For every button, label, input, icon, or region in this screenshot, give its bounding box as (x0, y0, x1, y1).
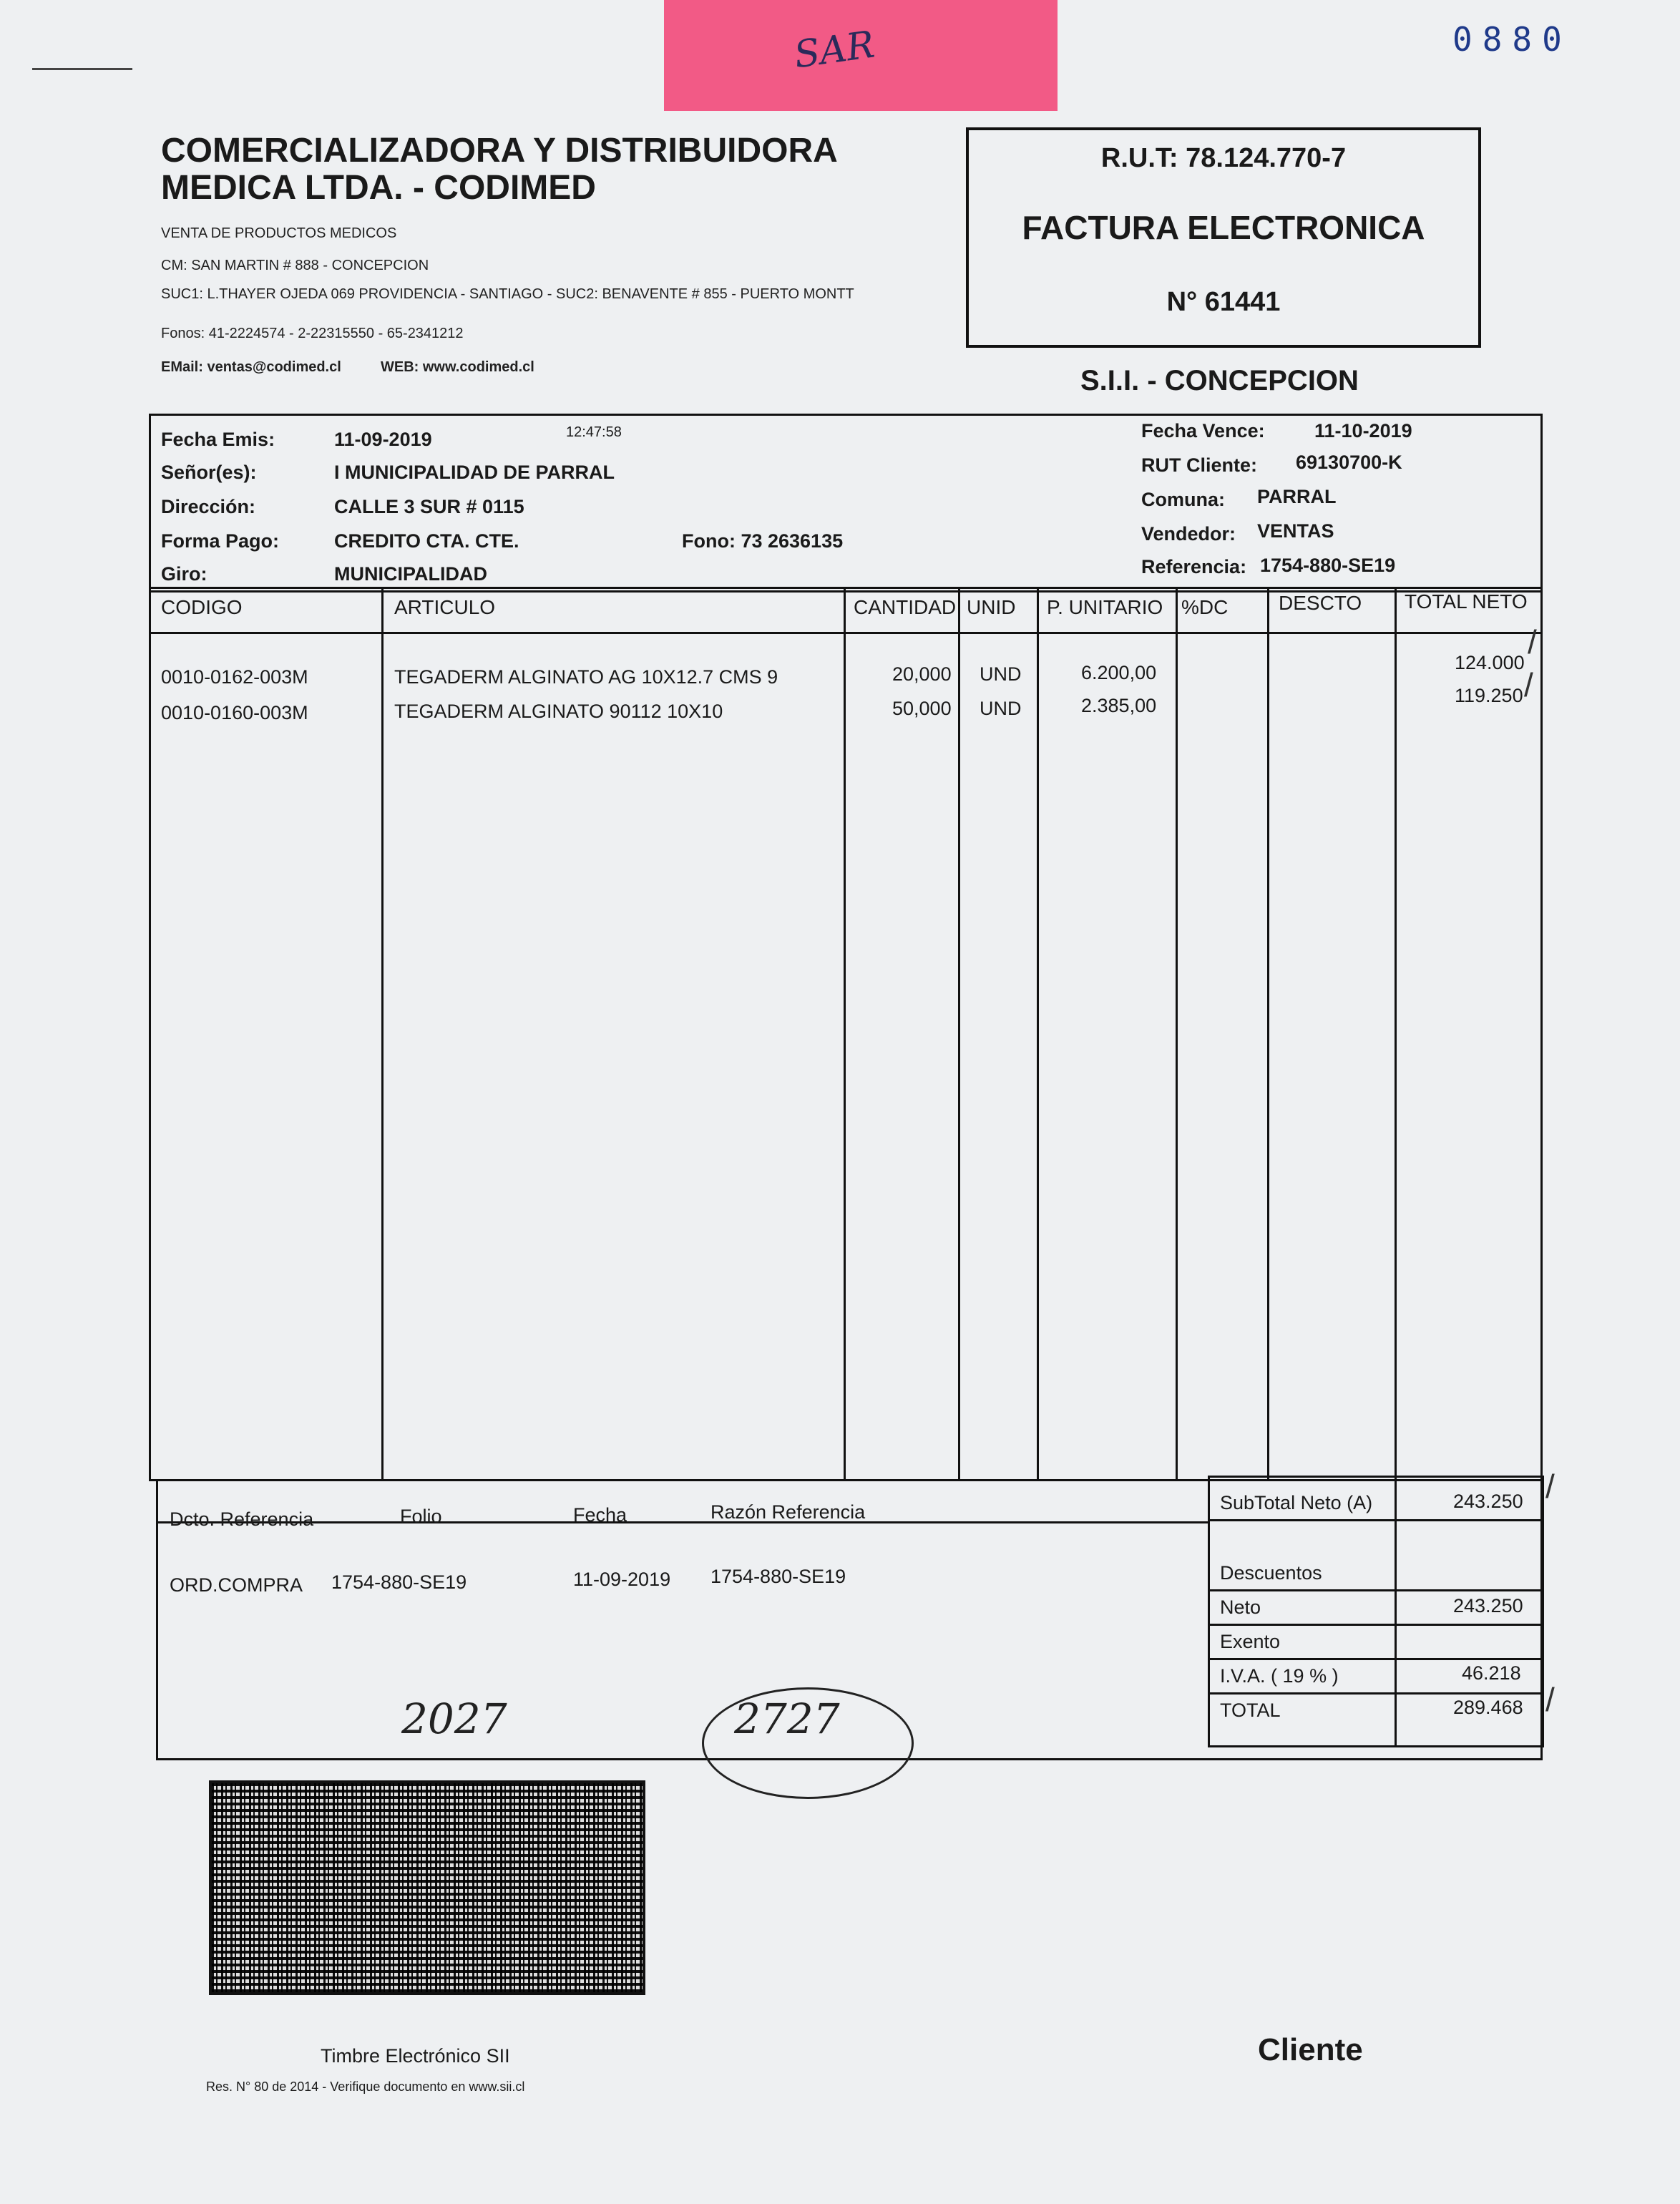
item-codigo: 0010-0162-003M (161, 666, 308, 688)
company-activity: VENTA DE PRODUCTOS MEDICOS (161, 225, 397, 241)
ref-col-razon: Razón Referencia (710, 1501, 866, 1523)
fecha-vence-label: Fecha Vence: (1141, 420, 1265, 442)
item-total: 124.000 (1455, 652, 1525, 673)
comuna-label: Comuna: (1141, 489, 1225, 510)
neto-value: 243.250 (1453, 1595, 1523, 1617)
item-total: 119.250 (1455, 685, 1523, 706)
handwritten-note: 2027 (401, 1695, 507, 1743)
exento-label: Exento (1220, 1631, 1281, 1652)
col-divider (1395, 589, 1397, 1479)
col-descto: DESCTO (1279, 592, 1362, 614)
col-cantidad: CANTIDAD (854, 596, 957, 618)
totals-box (1208, 1476, 1544, 1747)
totals-rule (1210, 1692, 1542, 1695)
referencia: 1754-880-SE19 (1260, 555, 1396, 576)
company-phones: Fonos: 41-2224574 - 2-22315550 - 65-2341212 (161, 326, 464, 341)
client-header (149, 414, 1543, 593)
client-address: CALLE 3 SUR # 0115 (334, 496, 524, 517)
iva-value: 46.218 (1462, 1662, 1521, 1684)
col-dc: %DC (1181, 596, 1229, 618)
ref-col-folio: Folio (400, 1506, 442, 1527)
hora-emis: 12:47:58 (566, 424, 622, 440)
item-unid: UND (980, 698, 1022, 719)
item-cantidad: 20,000 (892, 663, 952, 685)
col-divider (1037, 589, 1039, 1479)
timbre-barcode (209, 1780, 645, 1995)
direccion-label: Dirección: (161, 496, 256, 517)
sii-office: S.I.I. - CONCEPCION (1080, 365, 1359, 396)
timbre-label: Timbre Electrónico SII (321, 2045, 510, 2067)
col-divider (958, 589, 960, 1479)
vendedor-label: Vendedor: (1141, 523, 1236, 545)
resolution-note: Res. N° 80 de 2014 - Verifique documento en www.sii.cl (206, 2079, 525, 2094)
company-web: WEB: www.codimed.cl (381, 359, 534, 375)
check-mark: / (1524, 666, 1533, 703)
company-branches: SUC1: L.THAYER OJEDA 069 PROVIDENCIA - SANTIAGO - SUC2: BENAVENTE # 855 - PUERTO MONTT (161, 286, 854, 302)
document-box (966, 127, 1481, 348)
col-articulo: ARTICULO (394, 596, 496, 618)
fecha-emis: 11-09-2019 (334, 429, 432, 450)
giro-label: Giro: (161, 563, 207, 585)
company-cm: CM: SAN MARTIN # 888 - CONCEPCION (161, 258, 429, 273)
col-total-neto: TOTAL NETO (1405, 590, 1528, 613)
items-table (149, 587, 1543, 1481)
totals-rule (1210, 1658, 1542, 1660)
company-name-line1: COMERCIALIZADORA Y DISTRIBUIDORA (161, 132, 838, 170)
referencia-label: Referencia: (1141, 556, 1247, 577)
col-divider (381, 589, 384, 1479)
item-articulo: TEGADERM ALGINATO AG 10X12.7 CMS 9 (394, 666, 778, 688)
item-articulo: TEGADERM ALGINATO 90112 10X10 (394, 701, 723, 722)
handwritten-note-circled: 2727 (734, 1695, 840, 1743)
ref-razon: 1754-880-SE19 (710, 1566, 846, 1587)
fecha-vence: 11-10-2019 (1314, 420, 1412, 442)
ref-dcto: ORD.COMPRA (170, 1574, 303, 1596)
forma-pago: CREDITO CTA. CTE. (334, 530, 519, 552)
check-mark: / (1545, 1681, 1555, 1718)
ref-fecha: 11-09-2019 (573, 1569, 671, 1590)
copy-label: Cliente (1258, 2032, 1363, 2067)
totals-rule (1210, 1624, 1542, 1626)
table-header-rule (151, 632, 1540, 634)
sticky-note-text: SAR (791, 23, 877, 77)
stamp-number: 0880 (1452, 20, 1572, 59)
item-cantidad: 50,000 (892, 698, 952, 719)
company-name-line2: MEDICA LTDA. - CODIMED (161, 169, 596, 207)
senores-label: Señor(es): (161, 462, 257, 483)
comuna: PARRAL (1257, 486, 1337, 507)
ref-col-dcto: Dcto. Referencia (170, 1508, 314, 1530)
descuentos-label: Descuentos (1220, 1562, 1322, 1584)
check-mark: / (1545, 1468, 1555, 1505)
total-value: 289.468 (1453, 1697, 1523, 1718)
client-phone: Fono: 73 2636135 (682, 530, 844, 552)
fecha-emis-label: Fecha Emis: (161, 429, 275, 450)
rut-cliente-label: RUT Cliente: (1141, 454, 1257, 476)
reference-rule (158, 1521, 1210, 1523)
vendedor: VENTAS (1257, 520, 1334, 542)
neto-label: Neto (1220, 1596, 1261, 1618)
col-p-unitario: P. UNITARIO (1047, 596, 1163, 618)
ref-col-fecha: Fecha (573, 1504, 627, 1526)
document-title: FACTURA ELECTRONICA (1022, 209, 1425, 246)
col-unid: UNID (967, 596, 1016, 618)
totals-rule (1210, 1589, 1542, 1591)
item-unid: UND (980, 663, 1022, 685)
rut-cliente: 69130700-K (1296, 452, 1402, 473)
issuer-rut: R.U.T: 78.124.770-7 (1100, 143, 1347, 173)
forma-pago-label: Forma Pago: (161, 530, 280, 552)
company-email: EMail: ventas@codimed.cl (161, 359, 341, 375)
subtotal-label: SubTotal Neto (A) (1220, 1492, 1373, 1513)
item-p-unitario: 6.200,00 (1081, 662, 1157, 683)
col-divider (844, 589, 846, 1479)
iva-label: I.V.A. ( 19 % ) (1220, 1665, 1339, 1687)
item-codigo: 0010-0160-003M (161, 702, 308, 723)
client-name: I MUNICIPALIDAD DE PARRAL (334, 462, 615, 483)
col-codigo: CODIGO (161, 596, 243, 618)
totals-divider (1395, 1478, 1397, 1745)
col-divider (1267, 589, 1269, 1479)
giro: MUNICIPALIDAD (334, 563, 487, 585)
check-mark: / (1528, 623, 1537, 660)
company-name (161, 132, 838, 207)
totals-rule (1210, 1519, 1542, 1521)
subtotal-value: 243.250 (1453, 1491, 1523, 1512)
col-divider (1176, 589, 1178, 1479)
ref-folio: 1754-880-SE19 (331, 1571, 467, 1593)
document-number: N° 61441 (1166, 287, 1281, 317)
item-p-unitario: 2.385,00 (1081, 695, 1157, 716)
total-label: TOTAL (1220, 1700, 1281, 1721)
margin-mark (32, 68, 132, 70)
